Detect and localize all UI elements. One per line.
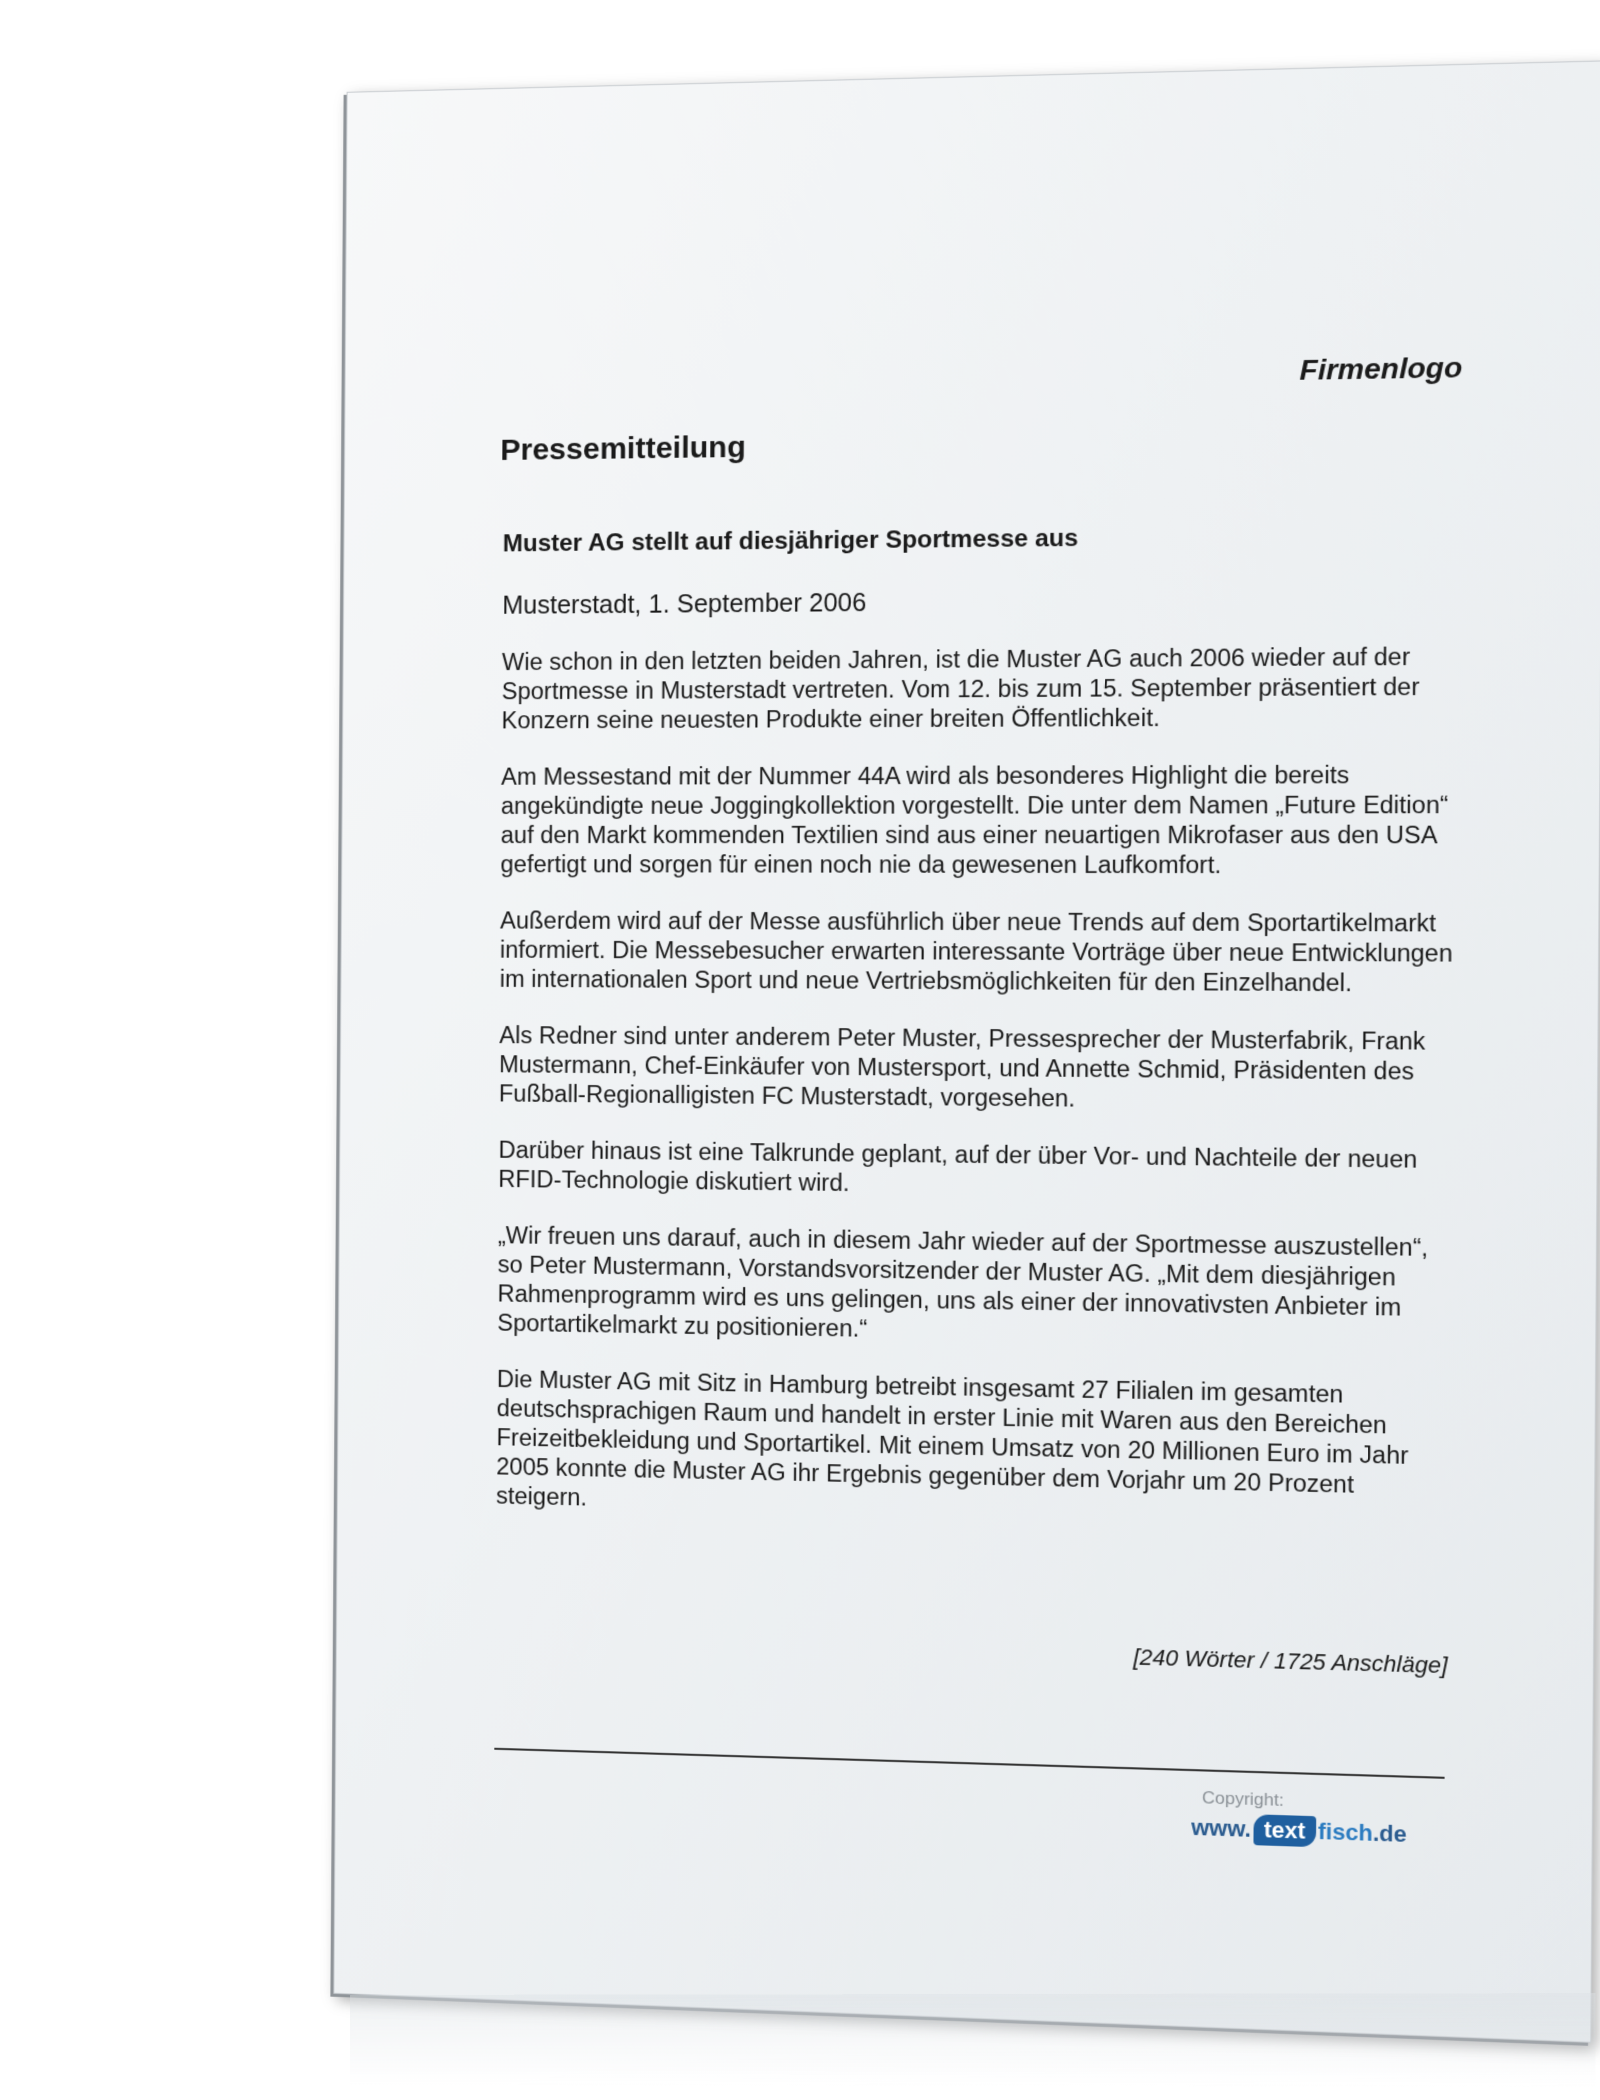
dateline: Musterstadt, 1. September 2006 <box>502 588 867 620</box>
page-reflection <box>350 1993 1596 2087</box>
body-paragraph: Als Redner sind unter anderem Peter Muster, Pressesprecher der Musterfabrik, Frank Mustermann, Chef-Einkäufer von Mustersport, und Annette Schmid, Präsidenten des Fußball-Regionalligisten FC Musterstadt, vorgesehen. <box>498 1021 1426 1112</box>
copyright-label: Copyright: <box>1201 1787 1285 1811</box>
body-paragraph: Am Messestand mit der Nummer 44A wird als besonderes Highlight die bereits angekündigte neue Joggingkollektion vorgestellt. Die unter dem Namen „Future Edition“ auf den Markt kommenden Textilien sind aus einer neuartigen Mikrofaser aus den USA gefertigt und sorgen für einen noch nie da gewesenen Laufkomfort. <box>500 761 1449 879</box>
brand-fisch: fisch <box>1317 1818 1373 1846</box>
press-body <box>496 642 1458 1560</box>
brand-domain: .de <box>1372 1820 1407 1848</box>
document-page <box>333 60 1600 2042</box>
word-count-note: [240 Wörter / 1725 Anschläge] <box>1133 1644 1448 1679</box>
brand-www: www. <box>1191 1814 1252 1842</box>
body-paragraph: Außerdem wird auf der Messe ausführlich über neue Trends auf dem Sportartikelmarkt informiert. Die Messebesucher erwarten interessante Vorträge über neue Entwicklungen im internationalen Sport und neue Vertriebsmöglichkeiten für den Einzelhandel. <box>499 907 1453 997</box>
body-paragraph: Die Muster AG mit Sitz in Hamburg betreibt insgesamt 27 Filialen im gesamten deutschsprachigen Raum und handelt in erster Linie mit Waren aus den Bereichen Freizeitbekleidung und Sportartikel. Mit einem Umsatz von 20 Millionen Euro im Jahr 2005 konnte die Muster AG ihr Ergebnis gegenüber dem Vorjahr um 20 Prozent steigern. <box>495 1365 1409 1511</box>
press-headline: Muster AG stellt auf diesjähriger Sportmesse aus <box>502 524 1079 558</box>
copyright-block <box>1191 1788 1407 1851</box>
company-logo-placeholder: Firmenlogo <box>1299 351 1463 386</box>
body-paragraph: Darüber hinaus ist eine Talkrunde geplant, auf der über Vor- und Nachteile der neuen RFID-Technologie diskutiert wird. <box>498 1136 1418 1197</box>
footer-divider <box>494 1748 1444 1779</box>
textfisch-logo[interactable] <box>1191 1812 1407 1850</box>
document-title: Pressemitteilung <box>500 430 746 468</box>
body-paragraph: Wie schon in den letzten beiden Jahren, ist die Muster AG auch 2006 wieder auf der Sportmesse in Musterstadt vertreten. Vom 12. bis zum 15. September präsentiert der Konzern seine neuesten Produkte einer breiten Öffentlichkeit. <box>501 643 1420 734</box>
body-paragraph: „Wir freuen uns darauf, auch in diesem Jahr wieder auf der Sportmesse auszustellen“, so Peter Mustermann, Vorstandsvorsitzender der Muster AG. „Mit dem diesjährigen Rahmenprogramm wird es uns gelingen, uns als einer der innovativsten Anbieter im Sportartikelmarkt zu positionieren.“ <box>497 1222 1429 1342</box>
brand-fish-icon: text <box>1253 1814 1316 1847</box>
